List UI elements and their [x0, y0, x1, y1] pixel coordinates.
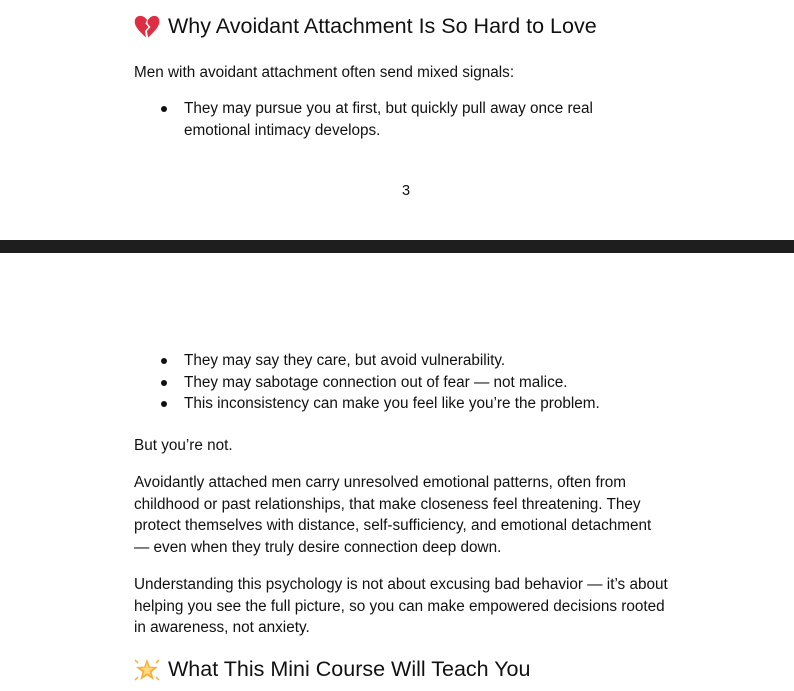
paragraph-understanding: Understanding this psychology is not about excusing bad behavior — it’s about helping you see the full picture, so you can make empowered decisions rooted in awareness, not anxiety. — [134, 576, 668, 636]
page-separator — [0, 240, 794, 253]
bullet-dot — [161, 106, 167, 112]
bullet-list-bottom — [134, 350, 694, 415]
paragraph-but-youre-not: But you’re not. — [134, 437, 233, 454]
document-page-3 — [0, 0, 794, 240]
bullet-dot — [161, 358, 167, 364]
heading-text: What This Mini Course Will Teach You — [168, 657, 531, 681]
list-item: They may pursue you at first, but quickly pull away once real emotional intimacy develops. — [134, 98, 654, 141]
heading-text: Why Avoidant Attachment Is So Hard to Love — [168, 14, 597, 38]
intro-paragraph: Men with avoidant attachment often send mixed signals: — [134, 64, 515, 81]
bullet-dot — [161, 380, 167, 386]
broken-heart-icon — [134, 15, 160, 39]
list-item: They may say they care, but avoid vulnerability. — [134, 350, 694, 372]
list-item: They may sabotage connection out of fear — not malice. — [134, 372, 694, 394]
bullet-dot — [161, 401, 167, 407]
document-page-4 — [0, 253, 794, 691]
page-number: 3 — [401, 183, 411, 199]
section-heading-avoidant — [134, 14, 597, 39]
paragraph-avoidant-patterns: Avoidantly attached men carry unresolved emotional patterns, often from childhood or past relationships, that make closeness feel threatening. They protect themselves with distance, self-sufficiency, and emotional detachment — even when they truly desire connection deep down. — [134, 474, 652, 556]
glowing-star-icon — [134, 658, 160, 682]
list-item: This inconsistency can make you feel like you’re the problem. — [134, 393, 694, 415]
bullet-list-top — [134, 98, 654, 141]
section-heading-mini-course — [134, 657, 530, 682]
